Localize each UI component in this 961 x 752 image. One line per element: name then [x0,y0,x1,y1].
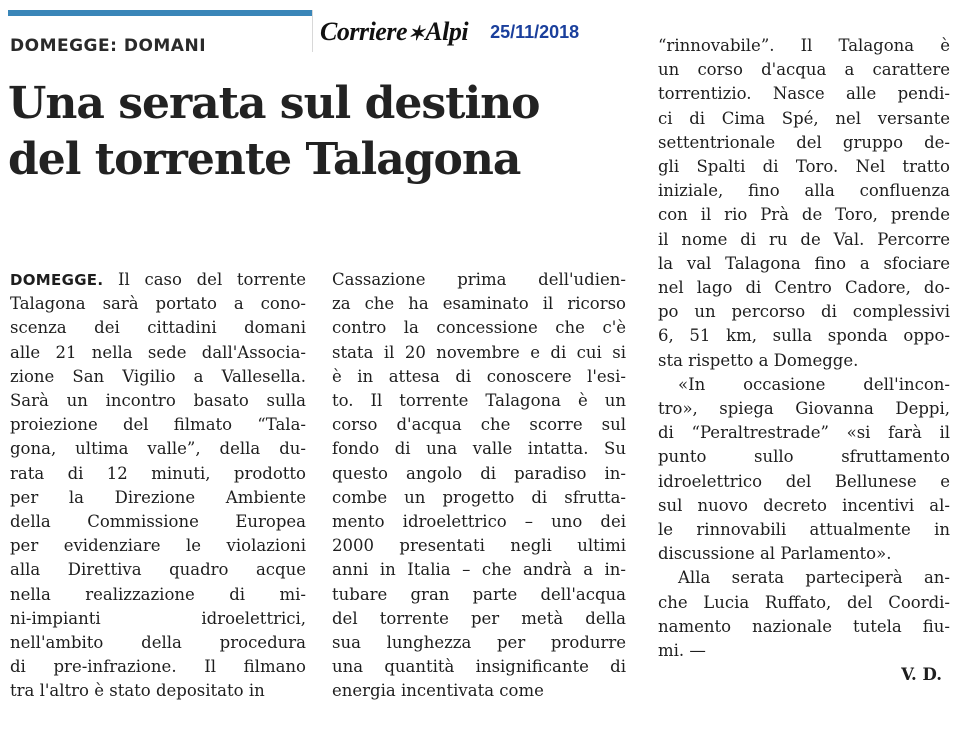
text-line: le rinnovabili attualmente in [658,520,950,540]
article-column-3 [658,34,950,687]
headline-line: Una serata sul destino [8,78,540,129]
text-line: mento idroelettrico – uno dei [332,512,626,532]
article-column-1 [10,268,306,704]
text-line: punto sullo sfruttamento [658,447,950,467]
newspaper-logo: Corriere✶Alpi [320,17,469,46]
text-line: il nome di ru de Val. Percorre [658,229,950,249]
text-line: za che ha esaminato il ricorso [332,294,626,314]
text-line: combe un progetto di sfrutta- [332,487,626,507]
author-signature: V. D. [901,665,942,685]
text-line: di pre-infrazione. Il filmano [10,657,306,677]
text-line: Cassazione prima dell'udien- [332,270,626,289]
article-headline [8,76,638,188]
text-line: mi. — [658,641,706,661]
text-line: è in attesa di conoscere l'esi- [332,366,626,386]
text-line: con il rio Prà de Toro, prende [658,205,950,225]
text-line: di “Peraltrestrade” «si farà il [658,423,950,443]
text-line: Talagona sarà portato a cono- [10,294,306,314]
text-line: energia incentivata come [332,681,544,701]
text-line: fondo di una valle intatta. Su [332,439,626,459]
text-line: anni in Italia – che andrà a in- [332,560,626,580]
text-line: nell'ambito della procedura [10,633,306,653]
text-line: po un percorso di complessivi [658,302,950,322]
text-line: rata di 12 minuti, prodotto [10,463,306,483]
article-column-2 [332,268,626,704]
text-line: la val Talagona fino a sfociare [658,253,950,273]
text-line: della Commissione Europea [10,512,306,532]
text-line: Sarà un incontro basato sulla [10,391,306,411]
text-line: 6, 51 km, sulla sponda oppo- [658,326,950,346]
text-line: torrentizio. Nasce alle pendi- [658,84,950,104]
text-line: iniziale, fino alla confluenza [658,181,950,201]
text-line: proiezione del filmato “Tala- [10,415,306,435]
headline-line: del torrente Talagona [8,134,521,185]
text-line: nella realizzazione di mi- [10,584,306,604]
text-line: che Lucia Ruffato, del Coordi- [658,592,950,612]
text-line: un corso d'acqua a carattere [658,60,950,80]
text-line: scenza dei cittadini domani [10,318,306,338]
text-line: stata il 20 novembre e di cui si [332,342,626,362]
text-line: DOMEGGE. Il caso del torrente [10,270,306,289]
text-line: Alla serata parteciperà an- [678,568,950,588]
text-line: gona, ultima valle”, della du- [10,439,306,459]
text-line: per evidenziare le violazioni [10,536,306,556]
text-line: alla Direttiva quadro acque [10,560,306,580]
text-line: ci di Cima Spé, nel versante [658,108,950,128]
text-line: idroelettrico del Bellunese e [658,471,950,491]
text-line: sta rispetto a Domegge. [658,350,859,370]
text-line: namento nazionale tutela fiu- [658,616,950,636]
text-line: tubare gran parte dell'acqua [332,584,626,604]
text-line: corso d'acqua che scorre sul [332,415,626,435]
text-line: nel lago di Centro Cadore, do- [658,278,950,298]
text-line: «In occasione dell'incon- [678,374,950,394]
text-line: gli Spalti di Toro. Nel tratto [658,157,950,177]
text-line: del torrente per metà della [332,608,626,628]
star-icon: ✶ [408,23,425,45]
text-line: questo angolo di paradiso in- [332,463,626,483]
article-kicker: DOMEGGE: DOMANI [10,36,207,56]
text-line: settentrionale del gruppo de- [658,132,950,152]
text-line: sua lunghezza per produrre [332,633,626,653]
text-line: discussione al Parlamento». [658,544,892,564]
text-line: sul nuovo decreto incentivi al- [658,495,950,515]
text-line: “rinnovabile”. Il Talagona è [658,36,950,55]
text-line: per la Direzione Ambiente [10,487,306,507]
text-line: tro», spiega Giovanna Deppi, [658,399,950,419]
text-line: ni-impianti idroelettrici, [10,608,306,628]
publication-date: 25/11/2018 [490,21,580,42]
text-line: zione San Vigilio a Vallesella. [10,366,306,386]
text-line: to. Il torrente Talagona è un [332,391,626,411]
masthead [320,14,579,50]
lead-word: DOMEGGE. [10,271,104,289]
text-line: contro la concessione che c'è [332,318,626,338]
text-line: 2000 presentati negli ultimi [332,536,626,556]
text-line: tra l'altro è stato depositato in [10,681,265,701]
header-divider [312,10,313,52]
text-line: alle 21 nella sede dall'Associa- [10,342,306,362]
section-color-bar [8,10,312,16]
text-line: una quantità insignificante di [332,657,626,677]
